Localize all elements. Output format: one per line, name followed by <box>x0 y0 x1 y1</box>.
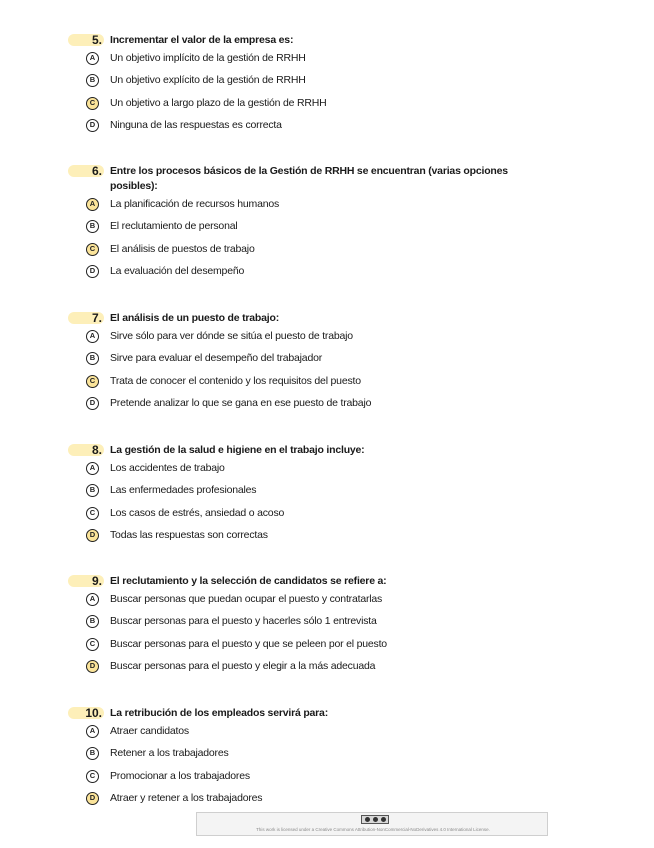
question-number: 9. <box>91 574 102 588</box>
option-text: Las enfermedades profesionales <box>110 484 257 497</box>
question-text: Entre los procesos básicos de la Gestión de RRHH se encuentran (varias opciones posibles): <box>110 165 508 192</box>
option-a[interactable] <box>0 195 654 217</box>
option-letter-badge: C <box>86 375 99 388</box>
option-letter-badge: C <box>86 638 99 651</box>
question-number: 8. <box>91 443 102 457</box>
option-d[interactable] <box>0 789 654 811</box>
option-text: Buscar personas para el puesto y hacerles sólo 1 entrevista <box>110 615 377 628</box>
option-letter-badge: B <box>86 74 99 87</box>
option-b[interactable] <box>0 744 654 766</box>
option-d[interactable] <box>0 116 654 138</box>
option-letter-badge: D <box>86 397 99 410</box>
option-a[interactable] <box>0 459 654 481</box>
option-text: Pretende analizar lo que se gana en ese puesto de trabajo <box>110 396 372 409</box>
question-header <box>0 705 654 721</box>
question-7 <box>0 310 654 416</box>
option-c[interactable] <box>0 94 654 116</box>
option-letter-badge: C <box>86 97 99 110</box>
option-text: Sirve para evaluar el desempeño del trabajador <box>110 352 323 365</box>
option-text: Los accidentes de trabajo <box>110 462 225 474</box>
option-a[interactable] <box>0 590 654 612</box>
option-c[interactable] <box>0 240 654 262</box>
question-number: 7. <box>91 311 102 325</box>
option-c[interactable] <box>0 767 654 789</box>
question-header <box>0 310 654 326</box>
option-a[interactable] <box>0 722 654 744</box>
option-text: Atraer candidatos <box>110 725 189 737</box>
option-letter-badge: B <box>86 220 99 233</box>
option-text: La evaluación del desempeño <box>110 264 245 277</box>
option-text: Buscar personas para el puesto y elegir a la más adecuada <box>110 659 376 672</box>
option-text: Todas las respuestas son correctas <box>110 528 268 541</box>
option-d[interactable] <box>0 526 654 548</box>
question-number: 6. <box>91 164 102 178</box>
option-a[interactable] <box>0 49 654 71</box>
option-letter-badge: A <box>86 52 99 65</box>
option-b[interactable] <box>0 612 654 634</box>
option-text: Los casos de estrés, ansiedad o acoso <box>110 506 285 519</box>
options-list <box>0 590 654 679</box>
option-c[interactable] <box>0 372 654 394</box>
option-c[interactable] <box>0 635 654 657</box>
option-text: Buscar personas que puedan ocupar el puesto y contratarlas <box>110 593 383 605</box>
option-text: Ninguna de las respuestas es correcta <box>110 118 282 131</box>
question-number: 5. <box>91 33 102 47</box>
question-6 <box>0 163 654 284</box>
question-header <box>0 163 654 195</box>
question-8 <box>0 442 654 548</box>
license-text[interactable]: This work is licensed under a Creative Commons Attribution-NonCommercial-NoDerivatives 4.0 International License. <box>256 827 490 832</box>
option-letter-badge: D <box>86 660 99 673</box>
option-letter-badge: B <box>86 352 99 365</box>
options-list <box>0 49 654 138</box>
question-text: El análisis de un puesto de trabajo: <box>110 312 280 324</box>
question-text: Incrementar el valor de la empresa es: <box>110 34 294 46</box>
option-letter-badge: C <box>86 507 99 520</box>
question-5 <box>0 32 654 138</box>
option-letter-badge: A <box>86 462 99 475</box>
option-b[interactable] <box>0 481 654 503</box>
question-header <box>0 573 654 589</box>
option-text: Retener a los trabajadores <box>110 747 229 760</box>
option-letter-badge: A <box>86 330 99 343</box>
option-c[interactable] <box>0 504 654 526</box>
option-letter-badge: D <box>86 119 99 132</box>
creative-commons-badge-icon[interactable] <box>361 815 389 824</box>
option-text: Atraer y retener a los trabajadores <box>110 791 263 804</box>
option-letter-badge: B <box>86 615 99 628</box>
options-list <box>0 722 654 811</box>
option-b[interactable] <box>0 217 654 239</box>
option-letter-badge: A <box>86 593 99 606</box>
question-text: La gestión de la salud e higiene en el trabajo incluye: <box>110 444 365 456</box>
options-list <box>0 327 654 416</box>
option-d[interactable] <box>0 394 654 416</box>
options-list <box>0 459 654 548</box>
option-d[interactable] <box>0 657 654 679</box>
option-text: Sirve sólo para ver dónde se sitúa el puesto de trabajo <box>110 330 353 342</box>
option-text: Promocionar a los trabajadores <box>110 769 250 782</box>
option-text: Trata de conocer el contenido y los requisitos del puesto <box>110 374 361 387</box>
option-text: El análisis de puestos de trabajo <box>110 242 255 255</box>
option-a[interactable] <box>0 327 654 349</box>
option-letter-badge: A <box>86 725 99 738</box>
option-text: La planificación de recursos humanos <box>110 198 280 210</box>
option-b[interactable] <box>0 71 654 93</box>
option-letter-badge: D <box>86 792 99 805</box>
question-10 <box>0 705 654 811</box>
option-text: Un objetivo implícito de la gestión de RRHH <box>110 52 306 64</box>
option-d[interactable] <box>0 262 654 284</box>
option-text: Un objetivo a largo plazo de la gestión de RRHH <box>110 96 327 109</box>
license-footer <box>196 812 548 836</box>
option-letter-badge: C <box>86 770 99 783</box>
option-letter-badge: D <box>86 265 99 278</box>
option-b[interactable] <box>0 349 654 371</box>
option-letter-badge: B <box>86 484 99 497</box>
question-text: El reclutamiento y la selección de candidatos se refiere a: <box>110 575 387 587</box>
option-letter-badge: A <box>86 198 99 211</box>
question-header <box>0 32 654 48</box>
question-9 <box>0 573 654 679</box>
option-letter-badge: B <box>86 747 99 760</box>
options-list <box>0 195 654 284</box>
option-text: Un objetivo explícito de la gestión de RRHH <box>110 74 306 87</box>
question-number: 10. <box>85 706 102 720</box>
option-text: El reclutamiento de personal <box>110 220 238 233</box>
option-text: Buscar personas para el puesto y que se peleen por el puesto <box>110 637 387 650</box>
question-header <box>0 442 654 458</box>
option-letter-badge: D <box>86 529 99 542</box>
option-letter-badge: C <box>86 243 99 256</box>
question-text: La retribución de los empleados servirá para: <box>110 707 328 719</box>
